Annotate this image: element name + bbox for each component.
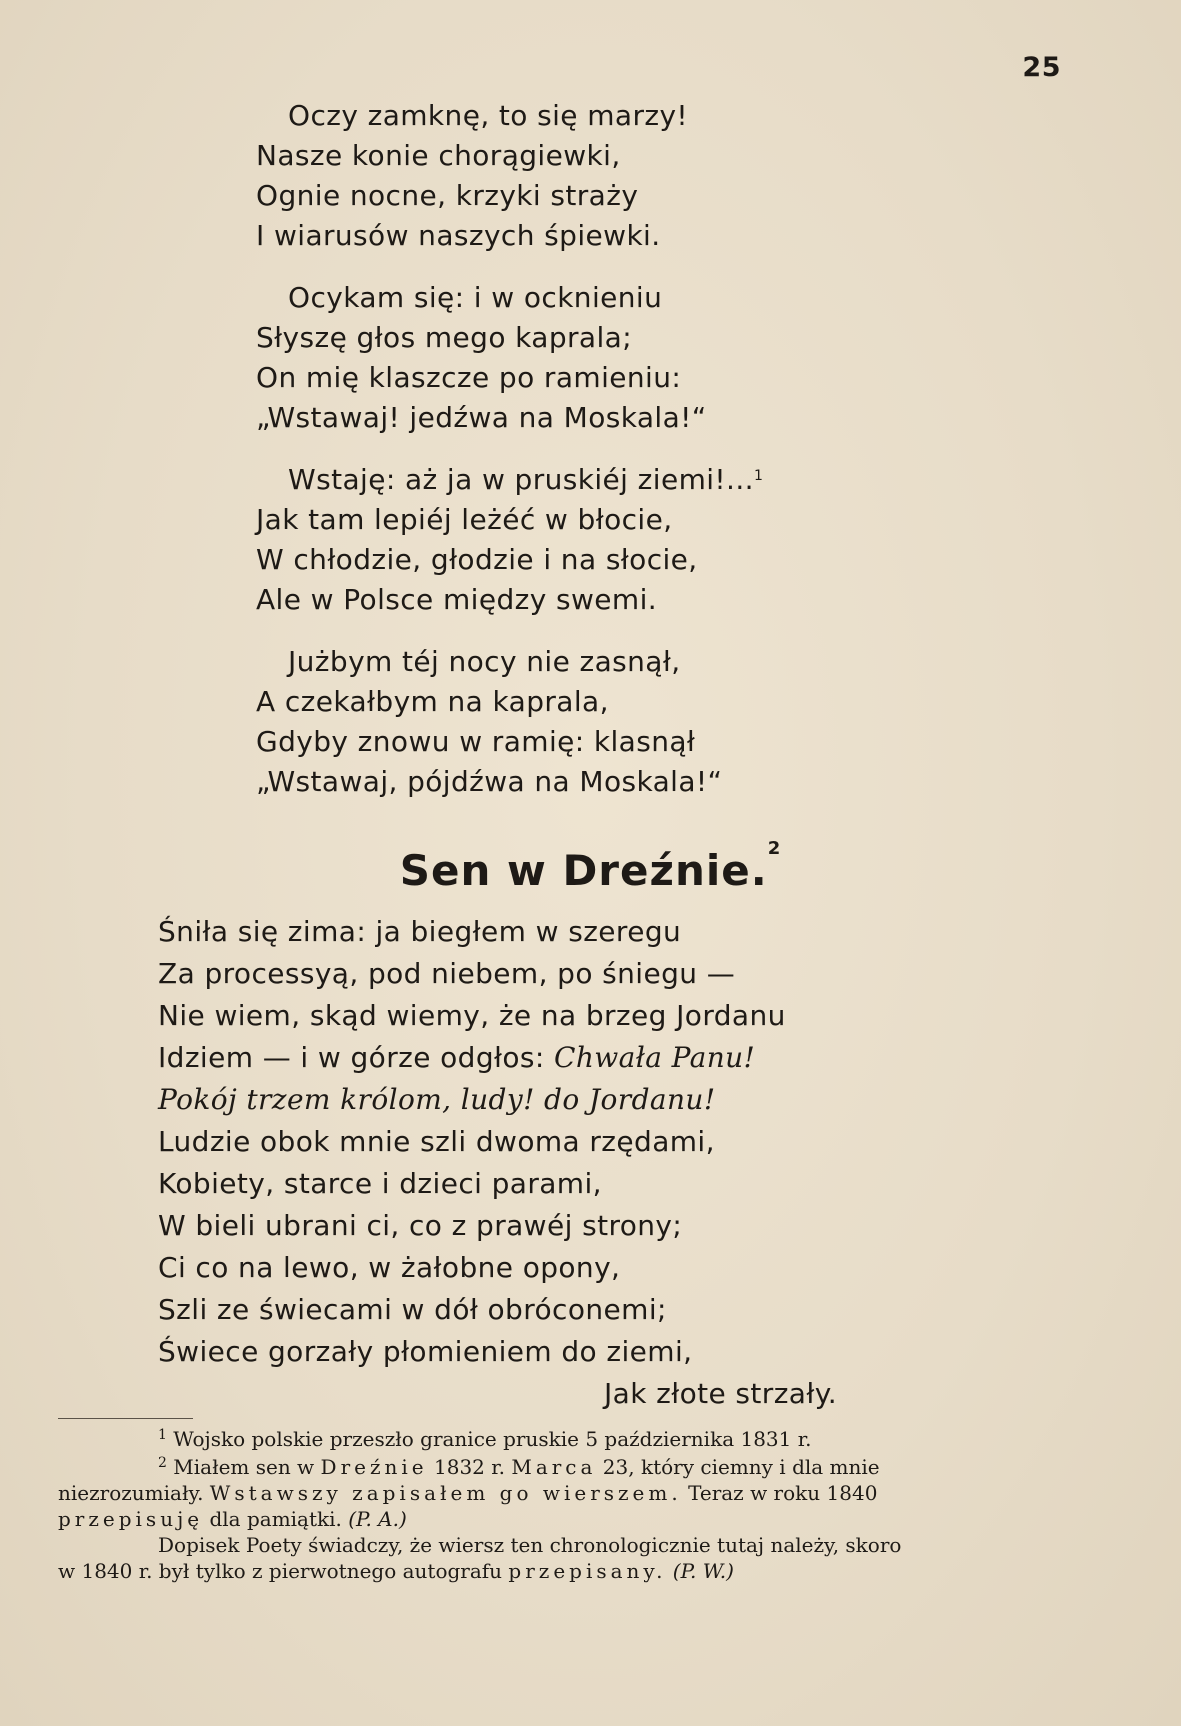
footnote-text: Miałem sen w bbox=[173, 1455, 321, 1479]
footnote-mark: 1 bbox=[753, 468, 764, 484]
verse-line: Gdyby znowu w ramię: klasnął bbox=[256, 725, 696, 758]
footnote-text: Wojsko polskie przeszło granice pruskie 5 października 1831 r. bbox=[173, 1427, 812, 1451]
footnote-2-line-3 bbox=[58, 1508, 407, 1530]
verse-line: Ocykam się: i w ocknieniu bbox=[288, 281, 663, 314]
verse-line: Nasze konie chorągiewki, bbox=[256, 139, 621, 172]
verse-line: Ognie nocne, krzyki straży bbox=[256, 179, 639, 212]
footnote-text: niezrozumiały. bbox=[58, 1481, 210, 1505]
verse-line: „Wstawaj, pójdźwa na Moskala!“ bbox=[256, 765, 723, 798]
verse-line: Ale w Polsce między swemi. bbox=[256, 583, 658, 616]
footnote-1 bbox=[158, 1428, 811, 1450]
verse-text: Idziem — i w górze odgłos: bbox=[158, 1041, 555, 1074]
footnote-text: 23, który ciemny i dla mnie bbox=[596, 1455, 880, 1479]
footnote-spaced: Marca bbox=[511, 1455, 597, 1479]
footnote-mark: 1 bbox=[158, 1427, 167, 1443]
verse-line: Pokój trzem królom, ludy! do Jordanu! bbox=[158, 1083, 716, 1116]
poem-title-text: Sen w Dreźnie. bbox=[399, 846, 768, 895]
footnote-italic: (P. A.) bbox=[348, 1507, 407, 1531]
verse-line: W chłodzie, głodzie i na słocie, bbox=[256, 543, 698, 576]
verse-line: I wiarusów naszych śpiewki. bbox=[256, 219, 661, 252]
footnote-mark: 2 bbox=[158, 1455, 167, 1471]
footnote-text: w 1840 r. był tylko z pierwotnego autografu bbox=[58, 1559, 509, 1583]
verse-line: A czekałbym na kaprala, bbox=[256, 685, 609, 718]
verse-line bbox=[158, 1040, 755, 1076]
verse-line: Jak tam lepiéj leżéć w błocie, bbox=[256, 503, 673, 536]
footnote-divider bbox=[58, 1418, 193, 1419]
verse-line: Nie wiem, skąd wiemy, że na brzeg Jordanu bbox=[158, 999, 786, 1032]
footnote-2-line-4: Dopisek Poety świadczy, że wiersz ten chronologicznie tutaj należy, skoro bbox=[158, 1533, 902, 1557]
verse-line: Szli ze świecami w dół obróconemi; bbox=[158, 1293, 667, 1326]
verse-line: Jużbym téj nocy nie zasnął, bbox=[288, 645, 681, 678]
verse-line: On mię klaszcze po ramieniu: bbox=[256, 361, 682, 394]
footnote-mark: 2 bbox=[767, 838, 782, 859]
footnote-spaced: Dreźnie bbox=[320, 1455, 428, 1479]
verse-line: Ludzie obok mnie szli dwoma rzędami, bbox=[158, 1125, 715, 1158]
footnote-2-line-1 bbox=[158, 1456, 880, 1478]
verse-line: Oczy zamknę, to się marzy! bbox=[288, 99, 689, 132]
footnote-spaced: przepisuję bbox=[58, 1507, 204, 1531]
verse-line: Świece gorzały płomieniem do ziemi, bbox=[158, 1335, 693, 1368]
verse-line: Śniła się zima: ja biegłem w szeregu bbox=[158, 915, 682, 948]
footnote-text: Teraz w roku 1840 bbox=[681, 1481, 878, 1505]
footnote-spaced: przepisany. bbox=[508, 1559, 667, 1583]
verse-text: Wstaję: aż ja w pruskiéj ziemi!... bbox=[288, 463, 754, 496]
footnote-spaced: Wstawszy zapisałem go wierszem. bbox=[209, 1481, 682, 1505]
verse-line: Kobiety, starce i dzieci parami, bbox=[158, 1167, 602, 1200]
footnote-text: dla pamiątki. bbox=[203, 1507, 349, 1531]
verse-line: Za processyą, pod niebem, po śniegu — bbox=[158, 957, 736, 990]
footnote-italic: (P. W.) bbox=[666, 1559, 734, 1583]
verse-line bbox=[288, 462, 763, 498]
verse-line: Jak złote strzały. bbox=[604, 1377, 837, 1410]
footnote-2-line-2 bbox=[58, 1482, 877, 1504]
page-number: 25 bbox=[1022, 52, 1061, 83]
verse-line: W bieli ubrani ci, co z prawéj strony; bbox=[158, 1209, 683, 1242]
poem-title bbox=[0, 838, 1181, 895]
verse-italic: Chwała Panu! bbox=[554, 1041, 756, 1074]
verse-line: Ci co na lewo, w żałobne opony, bbox=[158, 1251, 621, 1284]
verse-line: Słyszę głos mego kaprala; bbox=[256, 321, 633, 354]
footnote-text: 1832 r. bbox=[427, 1455, 512, 1479]
footnote-2-line-5 bbox=[58, 1560, 734, 1582]
verse-line: „Wstawaj! jedźwa na Moskala!“ bbox=[256, 401, 707, 434]
